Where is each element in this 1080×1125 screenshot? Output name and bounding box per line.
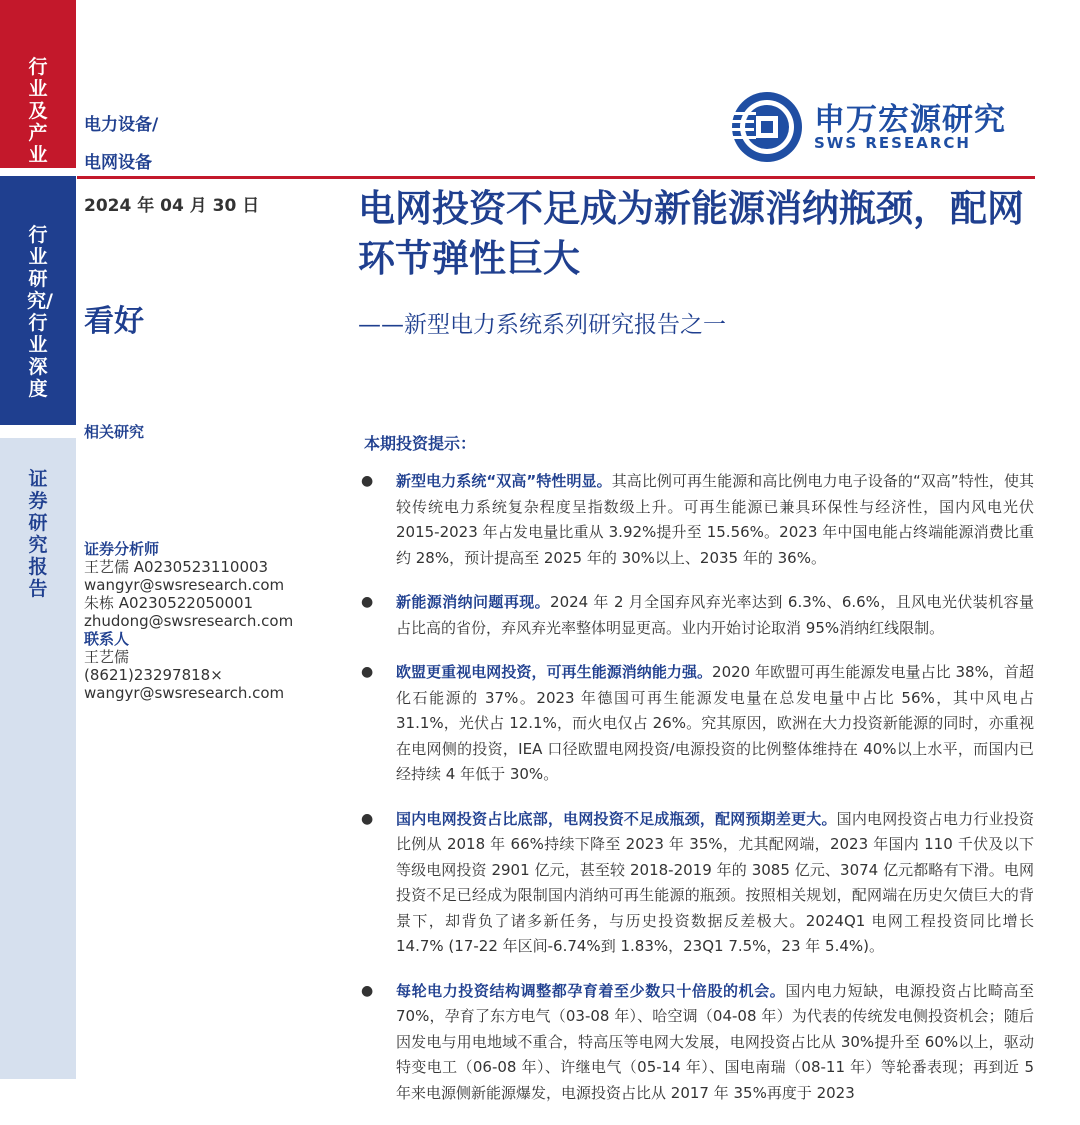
sidebar-report-type-band	[0, 176, 76, 425]
tips-heading: 本期投资提示：	[364, 434, 477, 453]
related-research-label: 相关研究	[84, 423, 145, 441]
contact-label: 联系人	[84, 630, 130, 648]
tip-text: 国内电力短缺，电源投资占比畸高至 70%，孕育了东方电气（03-08 年）、哈空调（04-08 年）为代表的传统发电侧投资机会；随后因发电与用电地域不重合，特高压等电网大发展，电网投资占比从 30%提升至 60%以上，驱动特变电工（06-08 年）、许继电气（05-14 年）、国电南瑞（08-11 年）等轮番表现；再到近 5 年来电源侧新能源爆发，电源投资占比从 2017 年 35%再度于 2023	[396, 981, 1034, 1102]
sidebar-research-band	[0, 438, 76, 1079]
sector-block	[84, 106, 354, 182]
tip-item	[358, 807, 1034, 960]
bullet-dot-icon: ●	[361, 982, 374, 999]
contact-email: wangyr@swsresearch.com	[84, 684, 285, 702]
tip-item	[358, 590, 1034, 641]
contact-name: 王艺儒	[84, 648, 130, 666]
bullet-dot-icon: ●	[361, 473, 374, 489]
tip-text: 国内电网投资占电力行业投资比例从 2018 年 66%持续下降至 2023 年 35%，尤其配网端，2023 年国内 110 千伏及以下等级电网投资 2901 亿元，甚至较 2018-2019 年的 3085 亿元、3074 亿元都略有下滑。电网投资不足已经成为限制国内消纳可再生能源的瓶颈。按照相关规划，配网端在历史欠债巨大的背景下，却背负了诸多新任务，与历史投资数据反差极大。2024Q1 电网工程投资同比增长 14.7% (17-22 年区间-6.74%到 1.83%，23Q1 7.5%，23 年 5.4%)。	[396, 809, 1034, 955]
sws-logo	[730, 88, 1030, 166]
rating: 看好	[84, 304, 144, 339]
report-title: 电网投资不足成为新能源消纳瓶颈，配网环节弹性巨大	[358, 187, 1024, 280]
tip-item	[358, 469, 1034, 571]
sidebar-report-type-label: 行业研究/行业深度	[27, 224, 53, 400]
tip-lead: 国内电网投资占比底部，电网投资不足成瓶颈，配网预期差更大。	[396, 809, 837, 828]
tip-text: 其高比例可再生能源和高比例电力电子设备的“双高”特性，使其较传统电力系统复杂程度呈指数级上升。可再生能源已兼具环保性与经济性，国内风电光伏 2015-2023 年占发电量比重从 3.92%提升至 15.56%。2023 年中国电能占终端能源消费比重约 28%，预计提高至 2025 年的 30%以上、2035 年的 36%。	[396, 472, 1035, 567]
report-subtitle: ——新型电力系统系列研究报告之一	[358, 312, 726, 338]
logo-name-en: SWS RESEARCH	[814, 134, 971, 152]
tip-item	[358, 979, 1034, 1107]
sidebar-research-label: 证券研究报告	[28, 468, 48, 600]
analyst-2-email: zhudong@swsresearch.com	[84, 612, 294, 630]
tip-text: 2024 年 2 月全国弃风弃光率达到 6.3%、6.6%，且风电光伏装机容量占比高的省份，弃风弃光率整体明显更高。业内开始讨论取消 95%消纳红线限制。	[396, 593, 1034, 637]
sector-secondary: 电网设备	[84, 153, 152, 173]
sector-primary: 电力设备/	[84, 115, 159, 135]
tip-item	[358, 660, 1034, 788]
sidebar-industry-band	[0, 0, 76, 168]
logo-name-cn: 申万宏源研究	[814, 102, 1006, 138]
tip-lead: 新型电力系统“双高”特性明显。	[396, 472, 612, 490]
tip-lead: 每轮电力投资结构调整都孕育着至少数只十倍股的机会。	[396, 981, 786, 1000]
tip-lead: 欧盟更重视电网投资，可再生能源消纳能力强。	[396, 663, 713, 681]
analyst-1-name: 王艺儒 A0230523110003	[84, 558, 269, 576]
bullet-dot-icon: ●	[361, 594, 374, 610]
analyst-block	[84, 540, 354, 702]
tip-text: 2020 年欧盟可再生能源发电量占比 38%，首超化石能源的 37%。2023 年德国可再生能源发电量在总发电量中占比 56%，其中风电占 31.1%，光伏占 12.1%，而火电仅占 26%。究其原因，欧洲在大力投资新能源的同时，亦重视在电网侧的投资，IEA 口径欧盟电网投资/电源投资的比例整体维持在 40%以上水平，而国内已经持续 4 年低于 30%。	[396, 663, 1034, 783]
analyst-1-email: wangyr@swsresearch.com	[84, 576, 285, 594]
bullet-dot-icon: ●	[361, 664, 374, 680]
sidebar-industry-label: 行业及产业	[28, 56, 48, 166]
sws-globe-logo-icon	[730, 90, 804, 164]
bullet-dot-icon: ●	[361, 810, 374, 827]
report-date: 2024 年 04 月 30 日	[84, 196, 260, 216]
contact-phone: (8621)23297818×	[84, 666, 223, 684]
analysts-label: 证券分析师	[84, 540, 160, 558]
tip-lead: 新能源消纳问题再现。	[396, 593, 551, 611]
analyst-2-name: 朱栋 A0230522050001	[84, 594, 254, 612]
tips-list	[358, 469, 1034, 1125]
